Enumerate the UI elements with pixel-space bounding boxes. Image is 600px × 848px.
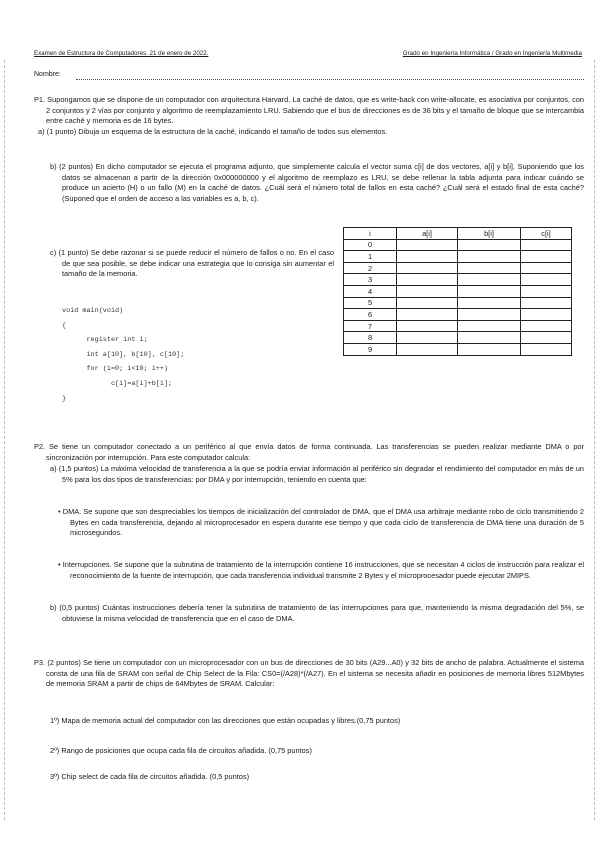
row-index: 0 [344, 239, 397, 251]
table-cell [521, 285, 572, 297]
code-line: int a[10], b[10], c[10]; [62, 350, 185, 359]
p1-c: c) (1 punto) Se debe razonar si se puede reducir el número de fallos o no. En el caso de que sea posible, se debe indicar una estrategia que lo consiga sin aumentar el tamaño de la memoria. [50, 248, 334, 279]
table-cell [397, 309, 458, 321]
code-line: register int i; [62, 336, 148, 345]
row-index: 8 [344, 332, 397, 344]
table-row [344, 297, 572, 309]
p2-block [34, 442, 584, 463]
table-row [344, 239, 572, 251]
table-cell [397, 262, 458, 274]
table-cell [397, 320, 458, 332]
p2-dma-block [58, 507, 584, 539]
table-cell [521, 251, 572, 263]
name-line [76, 79, 584, 80]
table-cell [521, 274, 572, 286]
row-index: 4 [344, 285, 397, 297]
row-index: 9 [344, 343, 397, 355]
table-cell [397, 332, 458, 344]
table-cell [521, 297, 572, 309]
cache-access-table [343, 227, 572, 356]
p3-q2-block [50, 746, 584, 757]
table-cell [521, 332, 572, 344]
table-cell [458, 239, 521, 251]
table-cell [521, 343, 572, 355]
p3-q1-block [50, 716, 584, 727]
table-row [344, 285, 572, 297]
code-line: void main(void) [62, 307, 124, 315]
row-index: 7 [344, 320, 397, 332]
code-line: { [62, 321, 67, 330]
p1-a: a) (1 punto) Dibuja un esquema de la estructura de la caché, indicando el tamaño de todos sus elementos. [38, 126, 388, 136]
p2-a: a) (1,5 puntos) La máxima velocidad de transferencia a la que se podría enviar información al periférico sin degradar el rendimiento del computador en más de un 5% para los dos tipos de transferencias: por DMA y por interrupción, teniendo en cuenta que: [50, 464, 584, 484]
p2-intr-block [58, 560, 584, 581]
table-cell [458, 251, 521, 263]
exam-title: Examen de Estructura de Computadores. 21 de enero de 2022. [34, 50, 209, 57]
p1-intro: P1. Supongamos que se dispone de un computador con arquitectura Harvard. La caché de datos, que es write-back con write-allocate, es asociativa por conjuntos, con 2 conjuntos y 2 vías por conjunto y algoritmo de reemplazamiento LRU. Sabiendo que el bus de direcciones es de 36 bits y el tamaño de bloque que se intercambia entre caché y memoria es de 16 bytes. [34, 95, 584, 126]
row-index: 6 [344, 309, 397, 321]
p3-block [34, 658, 584, 690]
p1-intro-block [34, 95, 584, 137]
table-cell [397, 239, 458, 251]
p3-q3-block [50, 772, 584, 783]
p1-c-block [50, 248, 334, 280]
p1-b-block [50, 162, 584, 204]
code-line: } [62, 394, 67, 403]
table-cell [397, 285, 458, 297]
p2-intro: P2. Se tiene un computador conectado a un periférico al que envía datos de forma continuada. Las transferencias se pueden realizar mediante DMA o por sincronización por interrupción. Para este computador calcula: [34, 442, 584, 462]
table-header-cell: b[i] [458, 228, 521, 240]
table-header-cell: c[i] [521, 228, 572, 240]
p3-intro: P3. (2 puntos) Se tiene un computador con un microprocesador con un bus de direcciones de 30 bits (A29...A0) y 32 bits de ancho de palabra. Actualmente el sistema consta de una fila de SRAM con señal de Chip Select de la Fila: CS0=(/A28)*(/A27). En el sistema se necesita añadir en posiciones de memoria libres 512Mbytes de memoria SRAM a partir de chips de 64Mbytes de SRAM. Calcular: [34, 658, 584, 689]
table-cell [397, 343, 458, 355]
table-cell [521, 309, 572, 321]
page-edge-right [594, 60, 596, 820]
p2-b: b) (0,5 puntos) Cuántas instrucciones debería tener la subrutina de tratamiento de las interrupciones para que, manteniendo la misma degradación del 5%, se obtuviese la misma velocidad de transferencia que en el caso de DMA. [50, 603, 584, 623]
code-line: for (i=0; i<10; i++) [62, 365, 169, 374]
p2-dma: • DMA. Se supone que son despreciables los tiempos de inicialización del controlador de DMA, que el DMA usa arbitraje mediante robo de ciclo transmitiendo 2 Bytes en cada transferencia, dejando al microprocesador en espera durante ese tiempo y que cada ciclo de transferencia de DMA tiene una duración de 5 microsegundos. [58, 507, 584, 538]
p2-b-block [50, 603, 584, 624]
table-cell [458, 343, 521, 355]
row-index: 2 [344, 262, 397, 274]
p1-code [62, 304, 292, 406]
table-cell [458, 262, 521, 274]
table-cell [458, 320, 521, 332]
table-row [344, 309, 572, 321]
p2-a-block [50, 464, 584, 485]
table-cell [458, 285, 521, 297]
table-cell [458, 297, 521, 309]
table-cell [521, 239, 572, 251]
table-cell [458, 274, 521, 286]
table-cell [397, 274, 458, 286]
table-cell [397, 251, 458, 263]
table-row [344, 274, 572, 286]
table-row [344, 343, 572, 355]
table-row [344, 262, 572, 274]
degree-title: Grado en Ingeniería Informática / Grado en Ingeniería Multimedia [402, 50, 582, 57]
table-cell [397, 297, 458, 309]
p3-q1: 1º) Mapa de memoria actual del computador con las direcciones que están ocupadas y libres.(0,75 puntos) [50, 716, 401, 725]
code-line: c[i]=a[i]+b[i]; [62, 379, 173, 388]
table-cell [521, 262, 572, 274]
table-cell [458, 309, 521, 321]
table-cell [521, 320, 572, 332]
table-row [344, 251, 572, 263]
table-header-cell: a[i] [397, 228, 458, 240]
row-index: 3 [344, 274, 397, 286]
p3-q2: 2º) Rango de posiciones que ocupa cada fila de circuitos añadida. (0,75 puntos) [50, 746, 312, 755]
row-index: 1 [344, 251, 397, 263]
p2-interrupts: • Interrupciones. Se supone que la subrutina de tratamiento de la interrupción contiene 16 instrucciones, que se necesitan 4 ciclos de instrucción para realizar el reconocimiento de la fuente de interrupción, que cada transferencia individual transmite 2 Bytes y el microprocesador puede ejecutar 2MIPS. [58, 560, 584, 580]
p3-q3: 3º) Chip select de cada fila de circuitos añadida. (0,5 puntos) [50, 772, 250, 781]
page-edge-left [4, 60, 6, 820]
table-header-cell: i [344, 228, 397, 240]
table-row [344, 320, 572, 332]
table-cell [458, 332, 521, 344]
row-index: 5 [344, 297, 397, 309]
name-label: Nombre: [34, 71, 61, 78]
table-row [344, 332, 572, 344]
p1-b: b) (2 puntos) En dicho computador se ejecuta el programa adjunto, que simplemente calcula el vector suma c[i] de dos vectores, a[i] y b[i]. Suponiendo que los datos se almacenan a partir de la dirección 0x000000000 y el algoritmo de reemplazo es LRU, se debe rellenar la tabla adjunta para indicar cuándo se produce un acierto (H) o un fallo (M) en la caché de datos. ¿Cuál será el número total de fallos en esta caché? ¿Cuál será el estado final de esta caché? (Suponed que el orden de acceso a las variables es a, b, c). [50, 162, 584, 203]
table-header-row [344, 228, 572, 240]
